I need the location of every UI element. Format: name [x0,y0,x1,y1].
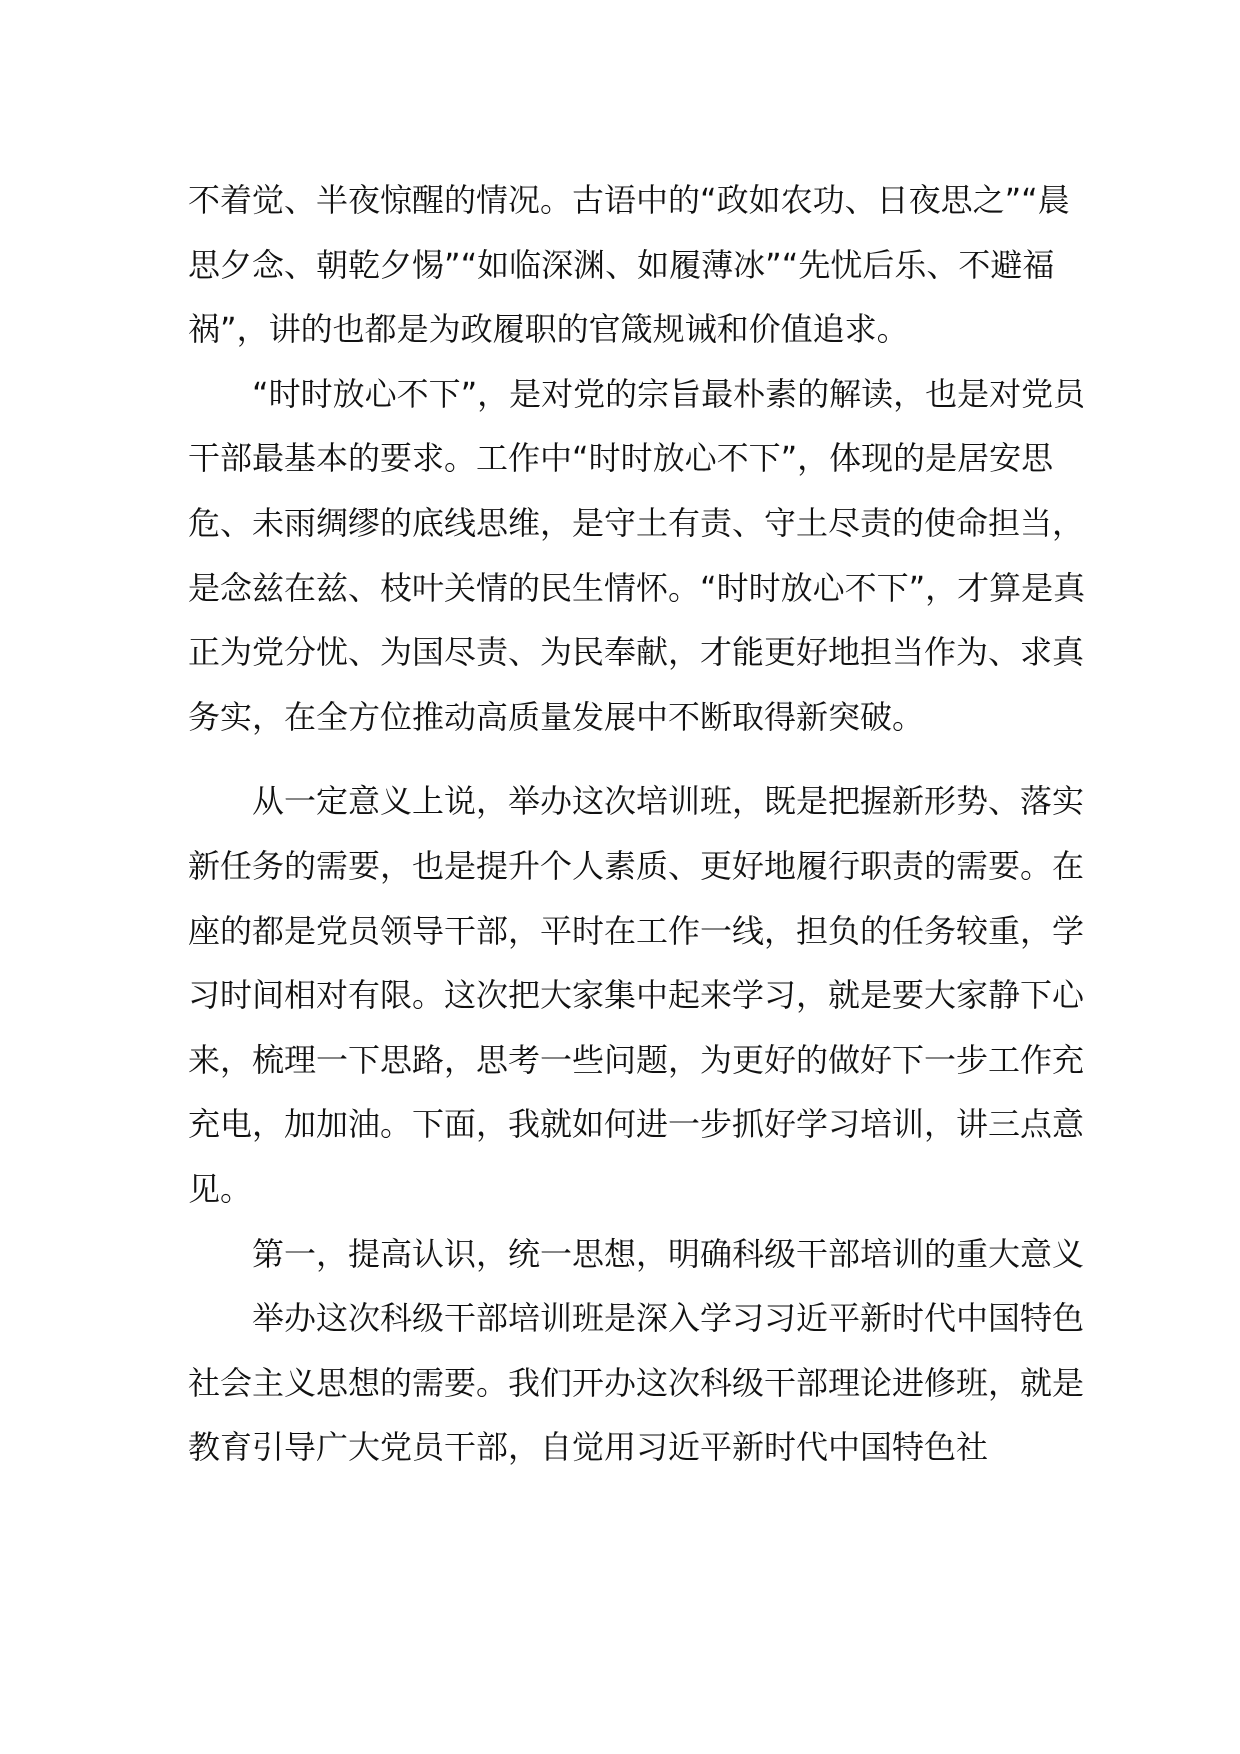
paragraph-training-purpose: 从一定意义上说，举办这次培训班，既是把握新形势、落实新任务的需要，也是提升个人素质、更好地履行职责的需要。在座的都是党员领导干部，平时在工作一线，担负的任务较重，学习时间相对有限。这次把大家集中起来学习，就是要大家静下心来，梳理一下思路，思考一些问题，为更好的做好下一步工作充充电，加加油。下面，我就如何进一步抓好学习培训，讲三点意见。 [188,782,1085,1208]
paragraph-training-need: 举办这次科级干部培训班是深入学习习近平新时代中国特色社会主义思想的需要。我们开办这次科级干部理论进修班，就是教育引导广大党员干部，自觉用习近平新时代中国特色社 [188,1299,1085,1467]
paragraph-continuation: 不着觉、半夜惊醒的情况。古语中的“政如农功、日夜思之”“晨思夕念、朝乾夕惕”“如临深渊、如履薄冰”“先忧后乐、不避福祸”，讲的也都是为政履职的官箴规诫和价值追求。 [188,181,1070,349]
paragraph-shishi: “时时放心不下”，是对党的宗旨最朴素的解读，也是对党员干部最基本的要求。工作中“时时放心不下”，体现的是居安思危、未雨绸缪的底线思维，是守土有责、守土尽责的使命担当，是念兹在兹、枝叶关情的民生情怀。“时时放心不下”，才算是真正为党分忧、为国尽责、为民奉献，才能更好地担当作为、求真务实，在全方位推动高质量发展中不断取得新突破。 [188,374,1086,736]
document-body [188,168,1088,1480]
section-heading-first: 第一，提高认识，统一思想，明确科级干部培训的重大意义 [252,1234,1085,1273]
